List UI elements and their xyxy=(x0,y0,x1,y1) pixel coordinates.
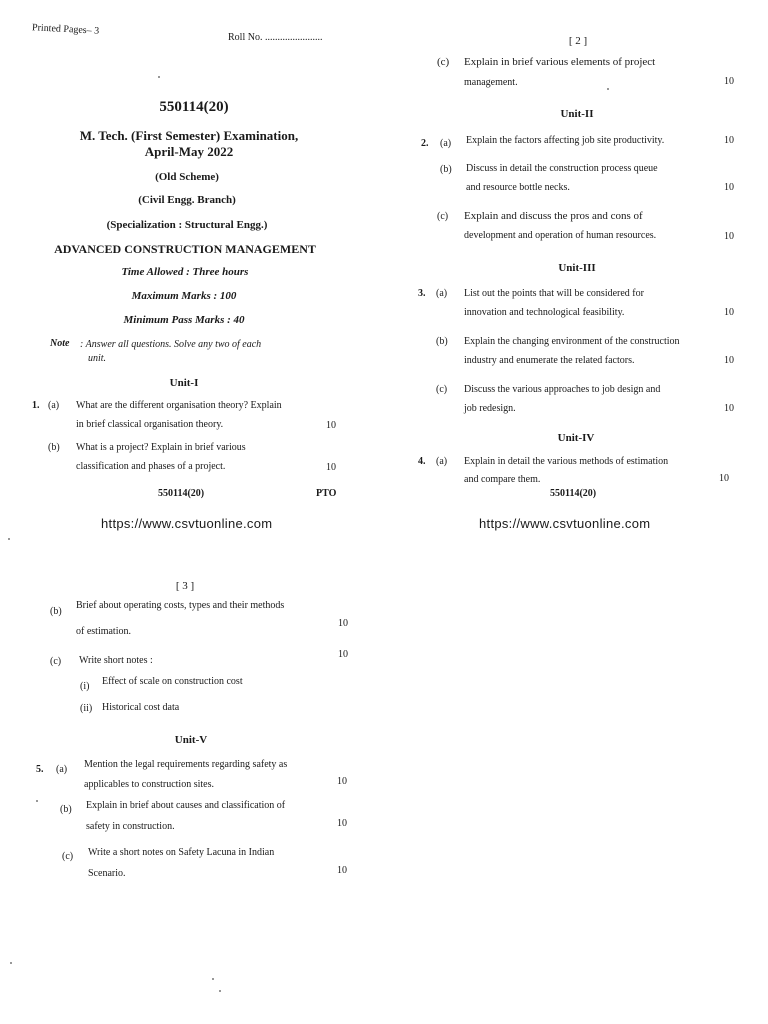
website-url-left: https://www.csvtuonline.com xyxy=(101,516,273,531)
q5a-text-line1: Mention the legal requirements regarding safety as xyxy=(84,759,288,770)
q3b-marks: 10 xyxy=(724,355,734,366)
time-allowed: Time Allowed : Three hours xyxy=(121,266,249,278)
unit-2-heading: Unit-II xyxy=(560,108,594,120)
q4c-label: (c) xyxy=(50,656,62,667)
website-url-right: https://www.csvtuonline.com xyxy=(479,516,651,531)
q1b-label: (b) xyxy=(48,442,60,453)
q1a-marks: 10 xyxy=(326,420,336,431)
sheet1-footer-code: 550114(20) xyxy=(158,488,205,499)
q5c-text-line1: Write a short notes on Safety Lacuna in Indian xyxy=(88,847,275,858)
question-1-number: 1. xyxy=(32,400,40,411)
q3c-marks: 10 xyxy=(724,403,734,414)
question-2-number: 2. xyxy=(421,138,429,149)
exam-title-line2: April-May 2022 xyxy=(144,144,234,159)
q3b-text-line1: Explain the changing environment of the construction xyxy=(464,336,680,347)
q3c-text-line2: job redesign. xyxy=(464,403,516,414)
q4c-i-text: Effect of scale on construction cost xyxy=(102,676,243,687)
q5a-marks: 10 xyxy=(337,776,347,787)
q4c-marks: 10 xyxy=(338,649,348,660)
q5b-label: (b) xyxy=(60,804,72,815)
q4b-text-line2: of estimation. xyxy=(76,626,131,637)
q3b-label: (b) xyxy=(436,336,448,347)
page-number-2: [ 2 ] xyxy=(568,35,588,47)
sheet2-footer-code: 550114(20) xyxy=(550,488,597,499)
q4a-marks: 10 xyxy=(719,473,729,484)
note-line1: : Answer all questions. Solve any two of each xyxy=(80,339,262,350)
note-line2: unit. xyxy=(88,353,107,364)
q2a-marks: 10 xyxy=(724,135,734,146)
specialization: (Specialization : Structural Engg.) xyxy=(106,219,268,231)
exam-title-line1: M. Tech. (First Semester) Examination, xyxy=(79,128,299,143)
q4c-text: Write short notes : xyxy=(79,655,153,666)
q1a-label: (a) xyxy=(48,400,60,411)
speck xyxy=(219,990,221,992)
minimum-pass-marks: Minimum Pass Marks : 40 xyxy=(123,314,245,326)
speck xyxy=(10,962,12,964)
q1b-text-line2: classification and phases of a project. xyxy=(76,461,226,472)
unit-5-heading: Unit-V xyxy=(174,734,208,746)
q4c-ii-text: Historical cost data xyxy=(102,702,180,713)
q2c-text-line2: development and operation of human resources. xyxy=(464,230,657,241)
q5b-text-line1: Explain in brief about causes and classification of xyxy=(86,800,286,811)
speck xyxy=(212,978,214,980)
roll-number: Roll No. ....................... xyxy=(228,32,323,43)
q5c-label: (c) xyxy=(62,851,74,862)
q5b-text-line2: safety in construction. xyxy=(86,821,175,832)
note-label: Note xyxy=(50,338,70,349)
q1c-text-line2: management. xyxy=(464,77,518,88)
question-3-number: 3. xyxy=(418,288,426,299)
q3a-text-line2: innovation and technological feasibility. xyxy=(464,307,625,318)
q1b-text-line1: What is a project? Explain in brief various xyxy=(76,442,246,453)
scheme: (Old Scheme) xyxy=(155,171,219,183)
q1a-text-line1: What are the different organisation theory? Explain xyxy=(76,400,282,411)
q3c-text-line1: Discuss the various approaches to job design and xyxy=(464,384,661,395)
pto-mark: PTO xyxy=(316,488,337,499)
q4c-ii-label: (ii) xyxy=(80,703,93,714)
q2c-marks: 10 xyxy=(724,231,734,242)
q5b-marks: 10 xyxy=(337,818,347,829)
page-number-3: [ 3 ] xyxy=(175,580,195,592)
q2c-text-line1: Explain and discuss the pros and cons of xyxy=(464,210,643,222)
q2a-text: Explain the factors affecting job site productivity. xyxy=(466,135,665,146)
q4b-text-line1: Brief about operating costs, types and their methods xyxy=(76,600,285,611)
speck xyxy=(158,76,160,78)
paper-code: 550114(20) xyxy=(159,99,229,115)
q3c-label: (c) xyxy=(436,384,448,395)
unit-3-heading: Unit-III xyxy=(558,262,596,274)
q2c-label: (c) xyxy=(437,211,449,222)
subject-title: ADVANCED CONSTRUCTION MANAGEMENT xyxy=(54,242,316,256)
q5c-text-line2: Scenario. xyxy=(88,868,126,879)
q4b-label: (b) xyxy=(50,606,62,617)
q1a-text-line2: in brief classical organisation theory. xyxy=(76,419,224,430)
q1c-marks: 10 xyxy=(724,76,734,87)
q2b-label: (b) xyxy=(440,164,452,175)
q1c-text-line1: Explain in brief various elements of project xyxy=(464,56,656,68)
question-4-number: 4. xyxy=(418,456,426,467)
q3b-text-line2: industry and enumerate the related factors. xyxy=(464,355,635,366)
q4a-text-line2: and compare them. xyxy=(464,474,541,485)
q1b-marks: 10 xyxy=(326,462,336,473)
q4b-marks: 10 xyxy=(338,618,348,629)
q4c-i-label: (i) xyxy=(80,681,90,692)
speck xyxy=(607,88,609,90)
speck xyxy=(36,800,38,802)
q2b-text-line1: Discuss in detail the construction process queue xyxy=(466,163,658,174)
question-5-number: 5. xyxy=(36,764,44,775)
unit-1-heading: Unit-I xyxy=(169,377,199,389)
q5a-label: (a) xyxy=(56,764,68,775)
branch: (Civil Engg. Branch) xyxy=(138,194,236,206)
q2b-marks: 10 xyxy=(724,182,734,193)
q2b-text-line2: and resource bottle necks. xyxy=(466,182,570,193)
q5a-text-line2: applicables to construction sites. xyxy=(84,779,214,790)
q4a-label: (a) xyxy=(436,456,448,467)
q2a-label: (a) xyxy=(440,138,452,149)
q1c-label: (c) xyxy=(437,56,450,68)
q3a-marks: 10 xyxy=(724,307,734,318)
q5c-marks: 10 xyxy=(337,865,347,876)
q3a-label: (a) xyxy=(436,288,448,299)
maximum-marks: Maximum Marks : 100 xyxy=(131,290,237,302)
q4a-text-line1: Explain in detail the various methods of estimation xyxy=(464,456,669,467)
printed-pages: Printed Pages– 3 xyxy=(31,22,100,37)
q3a-text-line1: List out the points that will be considered for xyxy=(464,288,644,299)
speck xyxy=(8,538,10,540)
unit-4-heading: Unit-IV xyxy=(557,432,595,444)
